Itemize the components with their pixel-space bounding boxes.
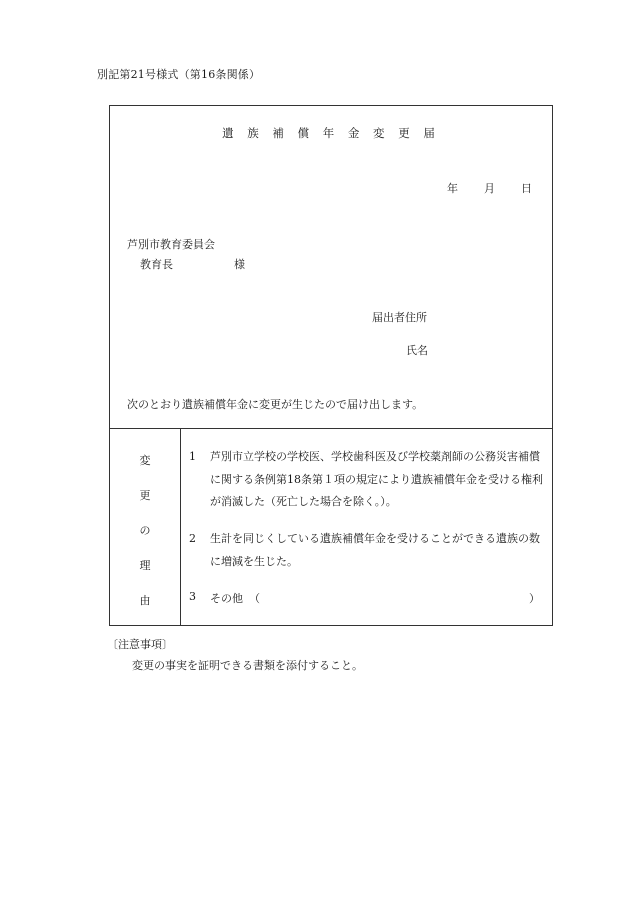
notes-heading: 〔注意事項〕 [107,638,173,651]
reason-heading-char: の [139,524,151,537]
addressee-honorific: 様 [234,258,245,271]
reason-item-text: 芦別市立学校の学校医、学校歯科医及び学校薬剤師の公務災害補償に関する条例第18条第１項の規定により遺族補償年金を受ける権利が消滅した（死亡した場合を除く。）。 [210,450,543,508]
reason-heading-char: 更 [139,489,151,502]
form-header-section [110,106,552,429]
reason-item [189,528,546,573]
applicant-address-label: 届出者住所 [372,311,427,324]
date-day-label: 日 [521,182,532,195]
reason-item-text: 生計を同じくしている遺族補償年金を受けることができる遺族の数に増減を生じた。 [210,532,540,568]
reason-item-number: 3 [189,590,196,603]
reason-heading-char: 変 [139,454,151,467]
date-line [447,180,532,196]
reason-heading-column [110,428,181,625]
reason-heading-char: 理 [139,559,151,572]
notes-body: 変更の事実を証明できる書類を添付すること。 [132,659,363,672]
statement-text: 次のとおり遺族補償年金に変更が生じたので届け出します。 [127,398,424,411]
reason-item [189,446,546,514]
document-title: 遺 族 補 償 年 金 変 更 届 [222,126,440,140]
reason-other-open-paren: （ [249,592,260,605]
form-box [109,105,553,626]
reason-other-label: その他 [210,592,243,605]
form-number-label: 別記第21号様式（第16条関係） [97,68,261,81]
date-month-label: 月 [484,182,495,195]
reason-other-blank [260,590,529,606]
reason-list [180,428,552,625]
reason-heading-char: 由 [139,594,151,607]
reason-section [110,428,552,625]
addressee-title: 教育長 [140,258,173,271]
reason-other-close-paren: ） [529,592,540,605]
addressee-organization: 芦別市教育委員会 [127,238,215,251]
reason-item-number: 2 [189,532,196,545]
date-year-label: 年 [447,182,458,195]
applicant-name-label: 氏名 [406,344,428,357]
reason-item-number: 1 [189,450,196,463]
reason-item-other [189,590,540,606]
